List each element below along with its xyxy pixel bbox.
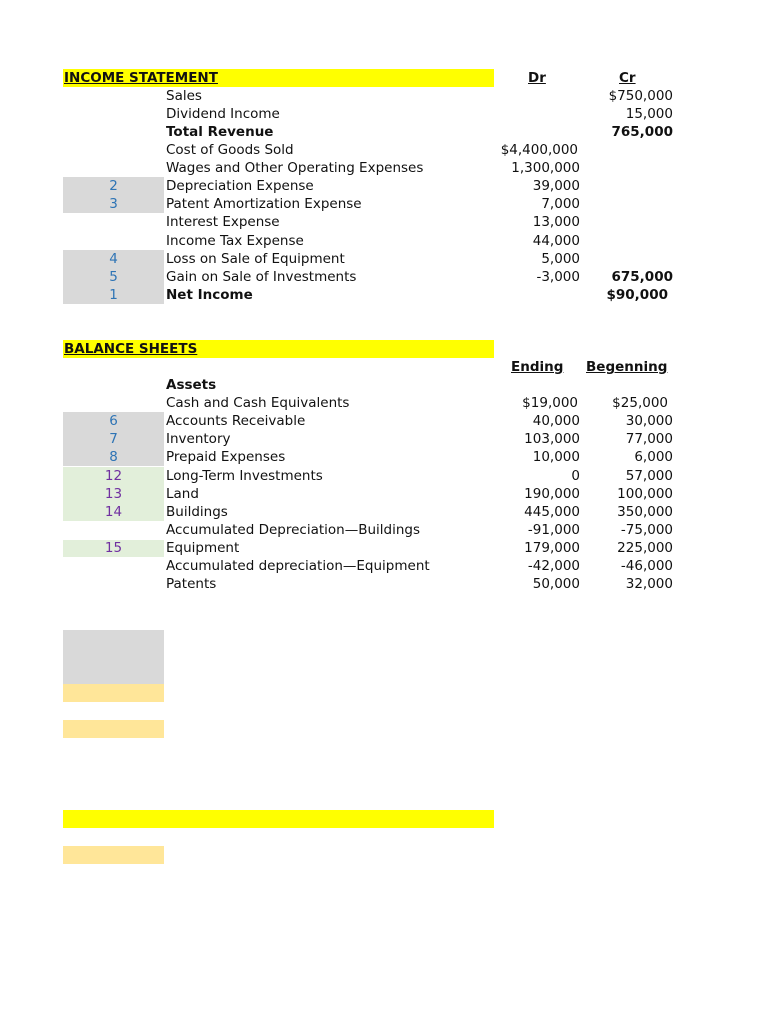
ref-number: 13: [104, 486, 123, 502]
beginning-amount: 350,000: [617, 504, 673, 520]
balance-sheets-title-row: [0, 340, 768, 358]
dr-amount: 7,000: [541, 196, 580, 212]
beginning-amount: 30,000: [625, 413, 673, 429]
empty-peach-cell: [63, 684, 164, 702]
ref-number: 15: [104, 540, 123, 556]
income-row: [0, 123, 768, 141]
beginning-amount: 100,000: [617, 486, 673, 502]
line-label: Inventory: [166, 431, 231, 447]
dr-amount: 13,000: [532, 214, 580, 230]
ending-amount: 50,000: [532, 576, 580, 592]
ref-number: 8: [109, 449, 118, 465]
balance-row: [0, 575, 768, 593]
ref-number: 3: [109, 196, 118, 212]
income-row: [0, 268, 768, 286]
ref-number: 14: [104, 504, 123, 520]
beginning-amount: -75,000: [620, 522, 673, 538]
ending-amount: 0: [571, 468, 580, 484]
dr-amount: 39,000: [532, 178, 580, 194]
cr-amount: $750,000: [608, 88, 673, 104]
ending-amount: 40,000: [532, 413, 580, 429]
empty-grey-block: [63, 630, 164, 684]
assets-section-label: Assets: [166, 377, 217, 393]
dr-amount: -3,000: [536, 269, 580, 285]
dr-column-header: Dr: [528, 70, 546, 86]
cr-amount: $90,000: [606, 287, 668, 303]
line-label: Accumulated depreciation—Equipment: [166, 558, 430, 574]
balance-row: [0, 412, 768, 430]
income-row: [0, 105, 768, 123]
line-label: Long-Term Investments: [166, 468, 323, 484]
ending-amount: 10,000: [532, 449, 580, 465]
income-row: [0, 195, 768, 213]
dr-amount: 1,300,000: [511, 160, 580, 176]
ref-number: 5: [109, 269, 118, 285]
income-row: [0, 232, 768, 250]
line-label: Dividend Income: [166, 106, 280, 122]
ref-number: 6: [109, 413, 118, 429]
income-statement-title: INCOME STATEMENT: [64, 70, 218, 86]
cr-amount: 765,000: [611, 124, 673, 140]
income-row: [0, 213, 768, 231]
balance-row: [0, 430, 768, 448]
beginning-amount: $25,000: [612, 395, 668, 411]
line-label: Depreciation Expense: [166, 178, 314, 194]
line-label: Cash and Cash Equivalents: [166, 395, 350, 411]
balance-sheets-column-headers: [0, 358, 768, 376]
ref-number: 12: [104, 468, 123, 484]
ending-amount: -91,000: [527, 522, 580, 538]
balance-row: [0, 485, 768, 503]
dr-amount: $4,400,000: [500, 142, 578, 158]
ref-number: 7: [109, 431, 118, 447]
line-label: Buildings: [166, 504, 228, 520]
ending-amount: $19,000: [522, 395, 578, 411]
line-label: Cost of Goods Sold: [166, 142, 294, 158]
line-label: Gain on Sale of Investments: [166, 269, 357, 285]
beginning-amount: 225,000: [617, 540, 673, 556]
line-label: Wages and Other Operating Expenses: [166, 160, 424, 176]
balance-row: [0, 557, 768, 575]
balance-row: [0, 467, 768, 485]
line-label: Net Income: [166, 287, 253, 303]
ending-amount: 190,000: [524, 486, 580, 502]
line-label: Loss on Sale of Equipment: [166, 251, 345, 267]
line-label: Income Tax Expense: [166, 233, 304, 249]
ref-number: 4: [109, 251, 118, 267]
balance-row: [0, 394, 768, 412]
line-label: Prepaid Expenses: [166, 449, 286, 465]
assets-section-row: [0, 376, 768, 394]
line-label: Patents: [166, 576, 217, 592]
empty-peach-cell: [63, 846, 164, 864]
ending-amount: 103,000: [524, 431, 580, 447]
line-label: Total Revenue: [166, 124, 274, 140]
ending-amount: 445,000: [524, 504, 580, 520]
dr-amount: 44,000: [532, 233, 580, 249]
income-row: [0, 141, 768, 159]
income-row: [0, 87, 768, 105]
empty-peach-cell: [63, 720, 164, 738]
line-label: Patent Amortization Expense: [166, 196, 362, 212]
cr-amount: 15,000: [625, 106, 673, 122]
line-label: Accounts Receivable: [166, 413, 306, 429]
income-row: [0, 250, 768, 268]
line-label: Land: [166, 486, 199, 502]
balance-row: [0, 503, 768, 521]
beginning-amount: 77,000: [625, 431, 673, 447]
beginning-amount: 6,000: [634, 449, 673, 465]
ending-column-header: Ending: [511, 359, 564, 375]
ending-amount: -42,000: [527, 558, 580, 574]
line-label: Interest Expense: [166, 214, 280, 230]
line-label: Accumulated Depreciation—Buildings: [166, 522, 421, 538]
ending-amount: 179,000: [524, 540, 580, 556]
empty-yellow-bar: [63, 810, 494, 828]
balance-row: [0, 539, 768, 557]
ref-number: 1: [109, 287, 118, 303]
dr-amount: 5,000: [541, 251, 580, 267]
ref-number: 2: [109, 178, 118, 194]
balance-row: [0, 448, 768, 466]
line-label: Equipment: [166, 540, 240, 556]
balance-row: [0, 521, 768, 539]
beginning-amount: 57,000: [625, 468, 673, 484]
line-label: Sales: [166, 88, 202, 104]
cr-amount: 675,000: [611, 269, 673, 285]
beginning-amount: -46,000: [620, 558, 673, 574]
beginning-column-header: Begenning: [586, 359, 668, 375]
beginning-amount: 32,000: [625, 576, 673, 592]
income-row: [0, 177, 768, 195]
cr-column-header: Cr: [619, 70, 636, 86]
balance-sheets-title: BALANCE SHEETS: [64, 341, 198, 357]
income-row: [0, 159, 768, 177]
income-statement-header: [0, 69, 768, 87]
income-row: [0, 286, 768, 304]
